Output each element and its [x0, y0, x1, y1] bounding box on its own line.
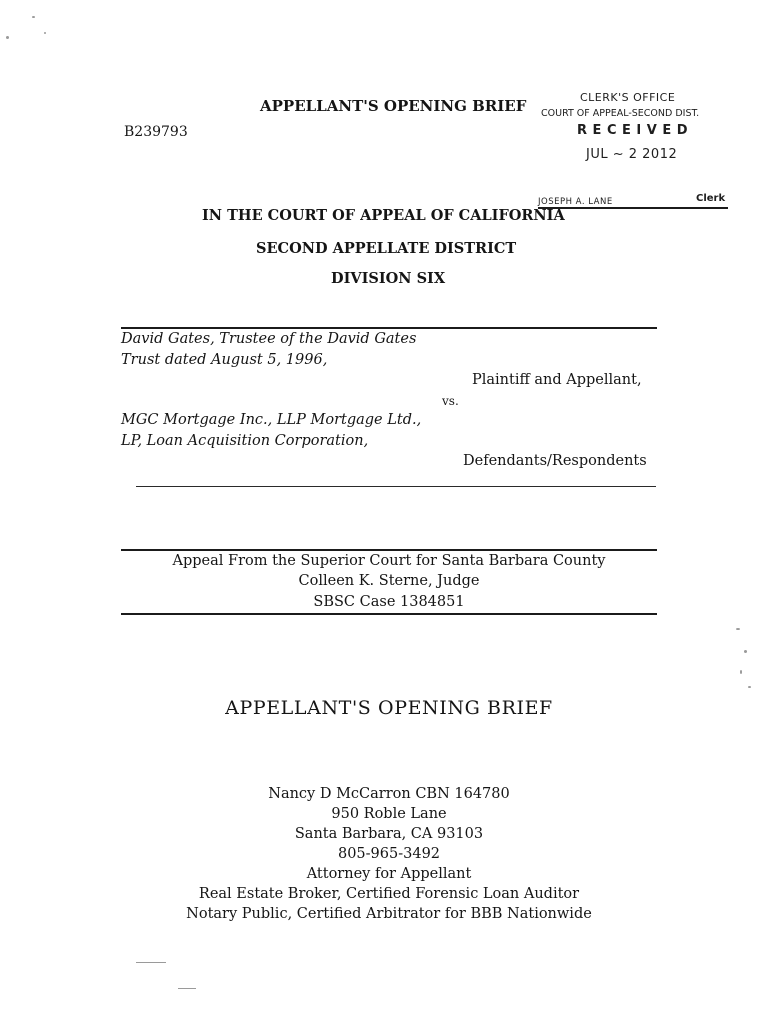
header-title: APPELLANT'S OPENING BRIEF	[260, 97, 527, 115]
defendant-names: MGC Mortgage Inc., LLP Mortgage Ltd.,	[121, 412, 422, 428]
scan-speck	[44, 32, 46, 34]
scan-speck	[736, 628, 740, 630]
scan-speck	[744, 650, 747, 653]
scan-speck	[136, 962, 166, 963]
stamp-clerk-title: Clerk	[696, 193, 726, 204]
appeal-judge: Colleen K. Sterne, Judge	[298, 573, 480, 589]
attorney-credentials: Real Estate Broker, Certified Forensic Loan Auditor	[198, 886, 580, 902]
court-district: SECOND APPELLATE DISTRICT	[256, 240, 517, 257]
plaintiff-role: Plaintiff and Appellant,	[472, 372, 642, 388]
scan-speck	[748, 686, 751, 688]
scan-speck	[32, 16, 35, 18]
plaintiff-trust: Trust dated August 5, 1996,	[121, 352, 328, 368]
defendant-role: Defendants/Respondents	[463, 453, 647, 469]
stamp-signature-line	[538, 207, 728, 209]
appeal-top-rule	[121, 549, 657, 551]
brief-title: APPELLANT'S OPENING BRIEF	[225, 697, 553, 719]
defendant-names-cont: LP, Loan Acquisition Corporation,	[121, 433, 369, 449]
scan-speck	[178, 988, 196, 989]
stamp-office: CLERK'S OFFICE	[580, 91, 676, 104]
scan-speck	[6, 36, 9, 39]
attorney-name: Nancy D McCarron CBN 164780	[268, 786, 510, 802]
stamp-received: R E C E I V E D	[577, 123, 689, 138]
stamp-court: COURT OF APPEAL-SECOND DIST.	[541, 108, 700, 119]
parties-top-rule	[121, 327, 657, 329]
scan-speck	[740, 670, 742, 674]
stamp-date: JUL ~ 2 2012	[586, 147, 678, 162]
plaintiff-name: David Gates, Trustee of the David Gates	[121, 331, 417, 347]
parties-bottom-rule	[136, 486, 656, 487]
attorney-city: Santa Barbara, CA 93103	[294, 826, 484, 842]
attorney-street: 950 Roble Lane	[331, 806, 447, 822]
case-number: B239793	[124, 124, 188, 140]
appeal-court: Appeal From the Superior Court for Santa Barbara County	[172, 553, 606, 569]
appeal-case-number: SBSC Case 1384851	[313, 594, 465, 610]
attorney-credentials-cont: Notary Public, Certified Arbitrator for BBB Nationwide	[186, 906, 592, 922]
court-division: DIVISION SIX	[331, 270, 446, 287]
appeal-bottom-rule	[121, 613, 657, 615]
attorney-phone: 805-965-3492	[337, 846, 441, 862]
court-name: IN THE COURT OF APPEAL OF CALIFORNIA	[202, 207, 565, 224]
versus-label: vs.	[442, 394, 459, 408]
stamp-clerk-name: JOSEPH A. LANE	[538, 197, 613, 207]
attorney-role: Attorney for Appellant	[306, 866, 472, 882]
